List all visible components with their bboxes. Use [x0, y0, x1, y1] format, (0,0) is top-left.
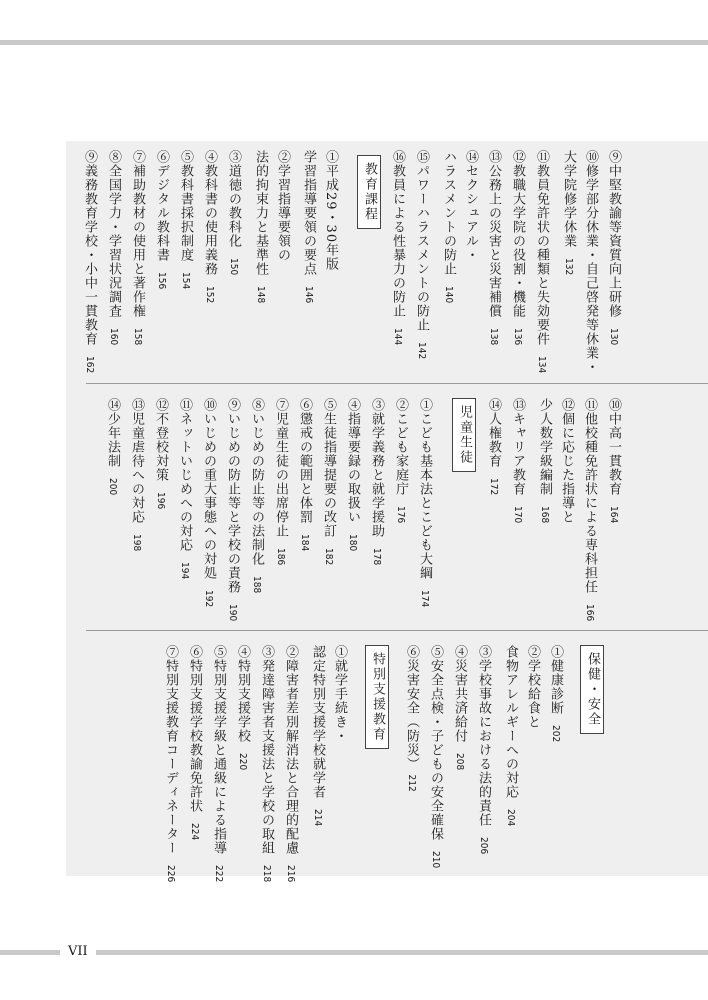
toc-page-number: 148 — [255, 276, 266, 304]
toc-page-number: 214 — [312, 799, 323, 827]
toc-entry-title: ②学習指導要領の — [275, 150, 290, 262]
toc-entry-title: ⑩中高一貫教育 — [606, 398, 621, 496]
toc-page-number: 144 — [392, 318, 403, 346]
toc-entry[interactable] — [401, 645, 421, 792]
toc-entry[interactable] — [579, 398, 599, 621]
toc-entry-title: ⑭人権教育 — [486, 398, 501, 468]
toc-page-number: 212 — [406, 764, 417, 792]
toc-entry-title: ⑩いじめの重大事態への対処 — [201, 398, 216, 580]
toc-page-number: 136 — [512, 318, 523, 346]
toc-entry-title: ①健康診断 — [548, 645, 563, 715]
toc-page-number: 138 — [488, 318, 499, 346]
toc-entry[interactable] — [414, 398, 434, 607]
section-divider — [86, 383, 708, 384]
toc-entry[interactable] — [390, 398, 410, 523]
toc-entry[interactable] — [342, 398, 362, 551]
toc-entry[interactable] — [387, 150, 407, 345]
toc-entry[interactable] — [232, 645, 252, 770]
toc-entry[interactable] — [256, 645, 276, 882]
toc-entry-title: ⑬児童虐待への対応 — [129, 398, 144, 524]
toc-page-number: 176 — [395, 496, 406, 524]
toc-page-number: 184 — [299, 524, 310, 552]
toc-page-number: 142 — [416, 332, 427, 360]
toc-entry[interactable] — [507, 398, 527, 523]
toc-page-number: 218 — [261, 855, 272, 883]
toc-page-number: 224 — [189, 813, 200, 841]
toc-entry-title: ④指導要録の取扱い — [345, 398, 360, 524]
toc-page-number: 158 — [132, 318, 143, 346]
toc-entry[interactable] — [425, 645, 445, 868]
toc-entry[interactable] — [150, 398, 170, 509]
toc-entry[interactable] — [603, 150, 623, 345]
toc-page-number: 186 — [275, 538, 286, 566]
toc-entry[interactable] — [449, 645, 469, 770]
toc-entry-title: ④教科書の使用義務 — [202, 150, 217, 276]
toc-entry-title: ⑧いじめの防止等の法制化 — [249, 398, 264, 566]
toc-page-number: 134 — [536, 346, 547, 374]
toc-page-number: 180 — [347, 524, 358, 552]
toc-page-number: 146 — [303, 276, 314, 304]
toc-entry[interactable] — [126, 398, 146, 551]
toc-entry-title: ⑦児童生徒の出席停止 — [273, 398, 288, 538]
toc-page-number: 170 — [512, 496, 523, 524]
toc-page-number: 208 — [454, 743, 465, 771]
bottom-rule — [96, 950, 708, 955]
toc-entry-title: ⑥災害安全（防災） — [404, 645, 419, 765]
toc-entry-title: ⑨いじめの防止等と学校の責務 — [225, 398, 240, 594]
toc-entry-title: ③学校事故における法的責任 — [476, 645, 491, 827]
toc-page-number: 132 — [563, 248, 574, 276]
toc-page-number: 182 — [323, 538, 334, 566]
toc-entry[interactable] — [294, 398, 314, 551]
toc-page-number: 198 — [131, 524, 142, 552]
toc-entry-title: ③発達障害者支援法と学校の取組 — [259, 645, 274, 855]
toc-entry-title-continued: 大学院修学休業 — [561, 150, 576, 248]
toc-entry[interactable] — [483, 398, 503, 495]
toc-entry-title: ②こども家庭庁 — [393, 398, 408, 496]
toc-entry-title: ①平成29・30年版 — [323, 150, 338, 272]
toc-entry[interactable] — [198, 398, 218, 607]
toc-entry-title: ⑪ネットいじめへの対応 — [177, 398, 192, 552]
toc-entry[interactable] — [533, 398, 577, 524]
toc-page-number: 178 — [371, 538, 382, 566]
toc-entry-title: ⑮パワーハラスメントの防止 — [414, 150, 429, 332]
page-number: VII — [68, 944, 88, 959]
toc-page-number: 140 — [443, 276, 454, 304]
toc-page-number: 200 — [107, 468, 118, 496]
toc-page-number: 174 — [419, 580, 430, 608]
toc-page-number: 202 — [550, 715, 561, 743]
toc-entry[interactable] — [160, 645, 180, 882]
top-rule — [0, 40, 708, 45]
toc-entry-title: ①就学手続き・ — [332, 645, 347, 743]
toc-entry-title: ②障害者差別解消法と合理的配慮 — [283, 645, 298, 855]
toc-page-number: 196 — [155, 482, 166, 510]
toc-entry-title: ⑯教員による性暴力の防止 — [390, 150, 405, 318]
toc-page-number: 164 — [608, 496, 619, 524]
toc-entry[interactable] — [437, 150, 481, 303]
toc-page-number: 216 — [285, 855, 296, 883]
section-heading: 保健・安全 — [580, 645, 604, 734]
toc-page-number: 162 — [84, 346, 95, 374]
toc-entry[interactable] — [545, 645, 565, 742]
toc-entry-title: ⑦特別支援教育コーディネーター — [163, 645, 178, 855]
toc-entry-title: ③就学義務と就学援助 — [369, 398, 384, 538]
toc-page-number: 188 — [251, 566, 262, 594]
section-heading: 教育課程 — [357, 155, 381, 229]
toc-entry-title: ⑫教職大学院の役割・機能 — [510, 150, 525, 318]
toc-entry-title: ⑭セクシュアル・ — [463, 150, 478, 262]
toc-entry-title-continued: 法的拘束力と基準性 — [253, 150, 268, 276]
toc-entry[interactable] — [318, 398, 338, 565]
toc-entry-title: ⑫不登校対策 — [153, 398, 168, 482]
toc-entry-title: ⑨義務教育学校・小中一貫教育 — [82, 150, 97, 346]
section-divider — [86, 630, 708, 631]
toc-entry-title: ⑥デジタル教科書 — [154, 150, 169, 262]
toc-page-number: 210 — [430, 841, 441, 869]
toc-entry[interactable] — [270, 398, 290, 565]
toc-page-number: 194 — [179, 552, 190, 580]
toc-entry[interactable] — [603, 398, 623, 523]
toc-entry[interactable] — [483, 150, 503, 345]
toc-entry[interactable] — [208, 645, 228, 882]
toc-entry-title: ④災害共済給付 — [452, 645, 467, 743]
toc-entry-title: ⑪他校種免許状による専科担任 — [582, 398, 597, 594]
toc-entry[interactable] — [199, 150, 219, 303]
toc-entry[interactable] — [507, 150, 527, 345]
toc-page-number: 150 — [228, 248, 239, 276]
toc-entry-title-continued: 学習指導要領の要点 — [301, 150, 316, 276]
section-heading: 特別支援教育 — [365, 645, 389, 749]
toc-entry[interactable] — [411, 150, 431, 359]
toc-entry-title: ⑦補助教材の使用と著作権 — [130, 150, 145, 318]
toc-entry-title: ⑬キャリア教育 — [510, 398, 525, 496]
toc-entry[interactable] — [297, 150, 341, 303]
toc-entry-title: ⑫個に応じた指導と — [559, 398, 574, 524]
toc-entry[interactable] — [222, 398, 242, 621]
toc-entry-title: ⑭少年法制 — [105, 398, 120, 468]
toc-entry-title-continued: 食物アレルギーへの対応 — [503, 645, 518, 799]
toc-page-number: 154 — [180, 262, 191, 290]
toc-entry-title: ⑨中堅教諭等資質向上研修 — [606, 150, 621, 318]
toc-entry-title-continued: 少人数学級編制 — [537, 398, 552, 496]
toc-page-number: 206 — [478, 827, 489, 855]
toc-page-number: 220 — [237, 743, 248, 771]
toc-entry[interactable] — [473, 645, 493, 854]
toc-page-number: 226 — [165, 855, 176, 883]
toc-entry[interactable] — [174, 398, 194, 579]
toc-entry-title: ⑪教員免許状の種類と失効要件 — [534, 150, 549, 346]
toc-entry[interactable] — [531, 150, 551, 373]
toc-entry[interactable] — [103, 150, 123, 345]
toc-entry-title: ④特別支援学校 — [235, 645, 250, 743]
section-heading: 児童生徒 — [452, 398, 476, 472]
toc-entry-title: ⑩修学部分休業・自己啓発等休業・ — [583, 150, 598, 374]
toc-page-number: 222 — [213, 855, 224, 883]
toc-entry[interactable] — [280, 645, 300, 882]
toc-page-number: 156 — [156, 262, 167, 290]
toc-page-number: 160 — [108, 318, 119, 346]
toc-entry[interactable] — [557, 150, 601, 374]
toc-page-number: 172 — [488, 468, 499, 496]
toc-entry[interactable] — [79, 150, 99, 373]
toc-page-number: 192 — [203, 580, 214, 608]
toc-entry-title: ①こども基本法とこども大綱 — [417, 398, 432, 580]
toc-entry[interactable] — [499, 645, 543, 826]
toc-page-number: 152 — [204, 276, 215, 304]
toc-entry[interactable] — [223, 150, 243, 275]
toc-page-number: 204 — [505, 799, 516, 827]
toc-entry-title: ⑥特別支援学校教諭免許状 — [187, 645, 202, 813]
toc-entry-title: ②学校給食と — [525, 645, 540, 729]
toc-entry[interactable] — [366, 398, 386, 565]
toc-entry[interactable] — [184, 645, 204, 840]
toc-entry-title-continued: ハラスメントの防止 — [441, 150, 456, 276]
toc-page-number: 168 — [539, 496, 550, 524]
toc-page-number: 190 — [227, 594, 238, 622]
bottom-rule — [0, 950, 60, 955]
toc-entry[interactable] — [127, 150, 147, 345]
toc-entry[interactable] — [102, 398, 122, 495]
toc-entry-title: ⑤教科書採択制度 — [178, 150, 193, 262]
toc-entry-title: ⑤特別支援学級と通級による指導 — [211, 645, 226, 855]
toc-page-number: 130 — [608, 318, 619, 346]
toc-entry[interactable] — [151, 150, 171, 289]
toc-entry[interactable] — [246, 398, 266, 593]
toc-entry[interactable] — [175, 150, 195, 289]
toc-entry-title: ⑬公務上の災害と災害補償 — [486, 150, 501, 318]
toc-entry-title: ⑥懲戒の範囲と体罰 — [297, 398, 312, 524]
toc-page-number: 166 — [584, 594, 595, 622]
toc-entry-title: ⑤安全点検・子どもの安全確保 — [428, 645, 443, 841]
toc-entry[interactable] — [306, 645, 350, 826]
toc-entry-title-continued: 認定特別支援学校就学者 — [310, 645, 325, 799]
toc-entry-title: ⑤生徒指導提要の改訂 — [321, 398, 336, 538]
toc-entry[interactable] — [249, 150, 293, 303]
toc-entry-title: ③道徳の教科化 — [226, 150, 241, 248]
toc-entry-title: ⑧全国学力・学習状況調査 — [106, 150, 121, 318]
